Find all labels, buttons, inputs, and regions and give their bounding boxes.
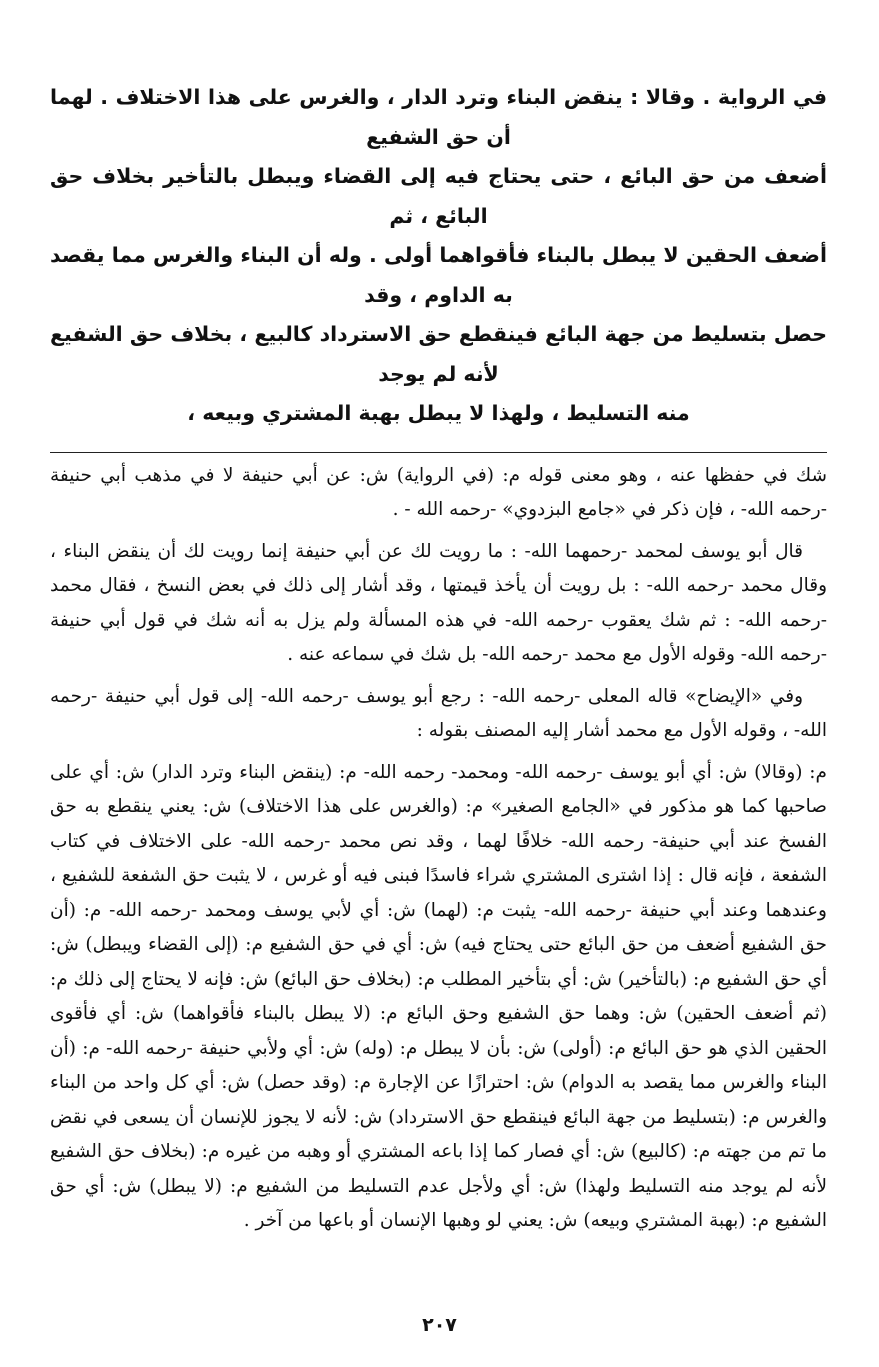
commentary-paragraph-1: شك في حفظها عنه ، وهو معنى قوله م: (في الرواية) ش: عن أبي حنيفة لا في مذهب أبي حنيفة -رحمه الله- ، فإن ذكر في «جامع البزدوي» -رحمه الله - . <box>50 464 827 520</box>
main-text-block <box>50 78 827 434</box>
page-number: ٢٠٧ <box>422 1314 457 1336</box>
commentary-paragraph-3: وفي «الإيضاح» قاله المعلى -رحمه الله- : رجع أبو يوسف -رحمه الله- إلى قول أبي حنيفة -رحمه الله- ، وقوله الأول مع محمد أشار إليه المصنف بقوله : <box>50 685 827 741</box>
commentary-paragraph-4: م: (وقالا) ش: أي أبو يوسف -رحمه الله- ومحمد- رحمه الله- م: (ينقض البناء وترد الدار) ش: أي على صاحبها كما هو مذكور في «الجامع الصغير» م: (والغرس على هذا الاختلاف) ش: يعني ينقطع به حق الفسخ عند أبي حنيفة- رحمه الله- خلافًا لهما ، وقد نص محمد -رحمه الله- على الاختلاف في كتاب الشفعة ، فإنه قال : إذا اشترى المشتري شراء فاسدًا فبنى فيه أو غرس ، لا يثبت حق الشفعة للشفيع ، وعندهما وعند أبي حنيفة -رحمه الله- يثبت م: (لهما) ش: أي لأبي يوسف ومحمد -رحمه الله- م: (أن حق الشفيع أضعف من حق البائع حتى يحتاج فيه) ش: أي في حق الشفيع م: (إلى القضاء ويبطل) ش: أي حق الشفيع م: (بالتأخير) ش: أي بتأخير المطلب م: (بخلاف حق البائع) ش: فإنه لا يحتاج إلى ذلك م: (ثم أضعف الحقين) ش: وهما حق الشفيع وحق البائع م: (لا يبطل بالبناء فأقواهما) ش: أي فأقوى الحقين الذي هو حق البائع م: (أولى) ش: بأن لا يبطل م: (وله) ش: أي ولأبي حنيفة -رحمه الله- م: (أن البناء والغرس مما يقصد به الدوام) ش: احترازًا عن الإجارة م: (وقد حصل) ش: أي كل واحد من البناء والغرس م: (بتسليط من جهة البائع فينقطع حق الاسترداد) ش: لأنه لا يجوز للإنسان أن يسعى في نقض ما تم من جهته م: (كالبيع) ش: أي فصار كما إذا باعه المشتري أو وهبه من غيره م: (بخلاف حق الشفيع لأنه لم يوجد منه التسليط ولهذا) ش: أي ولأجل عدم التسليط من الشفيع م: (لا يبطل) ش: أي حق الشفيع م: (بهبة المشتري وبيعه) ش: يعني لو وهبها الإنسان أو باعها من آخر . <box>50 761 827 1231</box>
main-text-line: أضعف من حق البائع ، حتى يحتاج فيه إلى القضاء ويبطل بالتأخير بخلاف حق البائع ، ثم <box>50 164 827 228</box>
main-text-line: حصل بتسليط من جهة البائع فينقطع حق الاسترداد كالبيع ، بخلاف حق الشفيع لأنه لم يوجد <box>50 322 827 386</box>
commentary-paragraph-2: قال أبو يوسف لمحمد -رحمهما الله- : ما رويت لك عن أبي حنيفة إنما رويت لك أن ينقض البناء ، وقال محمد -رحمه الله- : بل رويت أن يأخذ قيمتها ، وقد أشار إلى ذلك في بعض النسخ ، فقال محمد -رحمه الله- : ثم شك يعقوب -رحمه الله- في هذه المسألة ولم يزل به أنه شك في قول أبي حنيفة -رحمه الله- وقوله الأول مع محمد -رحمه الله- بل شك في سماعه عنه . <box>50 540 827 665</box>
commentary-block <box>50 459 827 1239</box>
section-divider <box>50 452 827 453</box>
page-body <box>50 78 827 1246</box>
main-text-line: أضعف الحقين لا يبطل بالبناء فأقواهما أولى . وله أن البناء والغرس مما يقصد به الداوم ، وقد <box>50 243 827 307</box>
main-text-line: منه التسليط ، ولهذا لا يبطل بهبة المشتري وبيعه ، <box>187 401 690 425</box>
main-text-line: في الرواية . وقالا : ينقض البناء وترد الدار ، والغرس على هذا الاختلاف . لهما أن حق الشفيع <box>50 85 827 149</box>
